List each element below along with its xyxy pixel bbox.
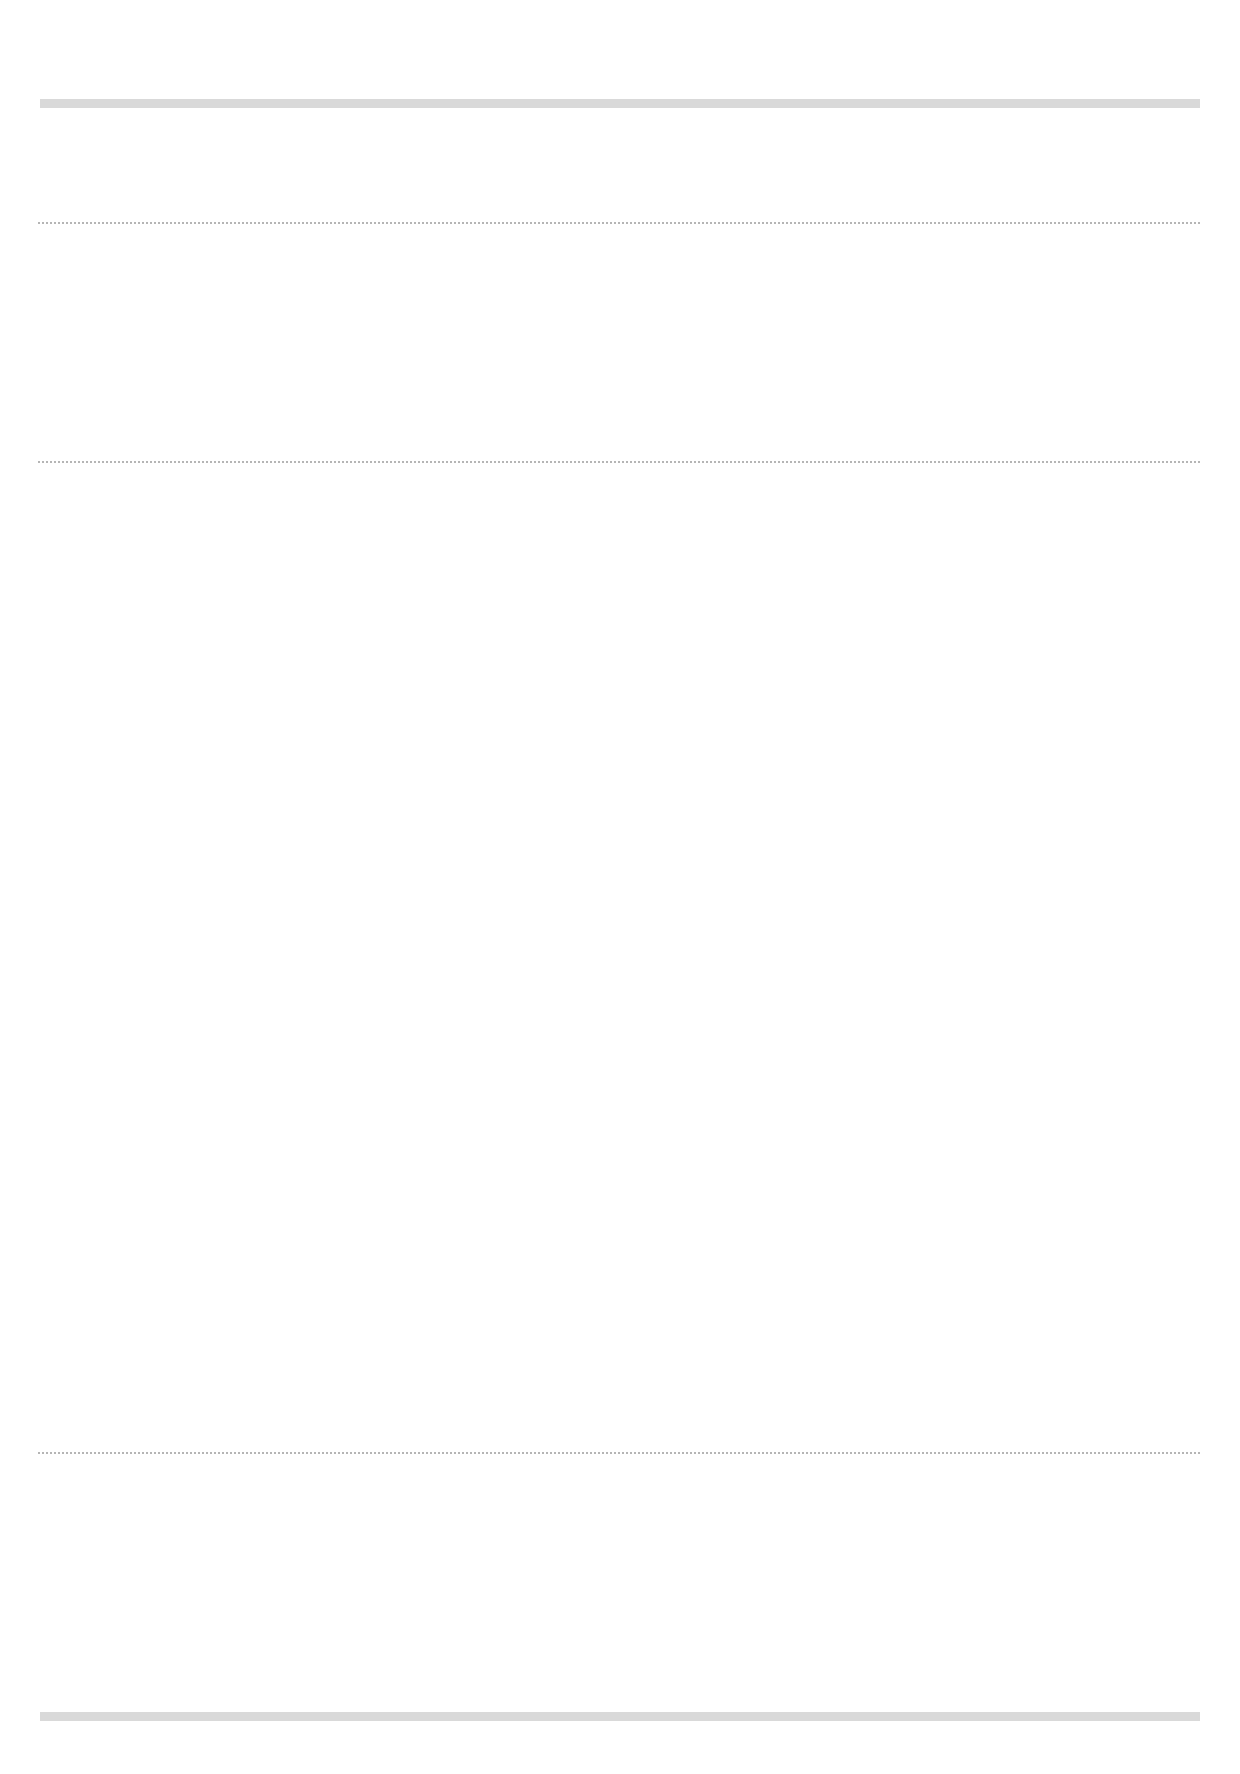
section-divider bbox=[38, 1452, 1200, 1454]
title-divider bbox=[40, 99, 1200, 108]
section-divider bbox=[38, 222, 1200, 224]
leader-paragraph bbox=[297, 234, 1197, 306]
sheet-music bbox=[0, 560, 1240, 1460]
section-divider bbox=[38, 461, 1200, 463]
footer-divider bbox=[40, 1712, 1200, 1721]
